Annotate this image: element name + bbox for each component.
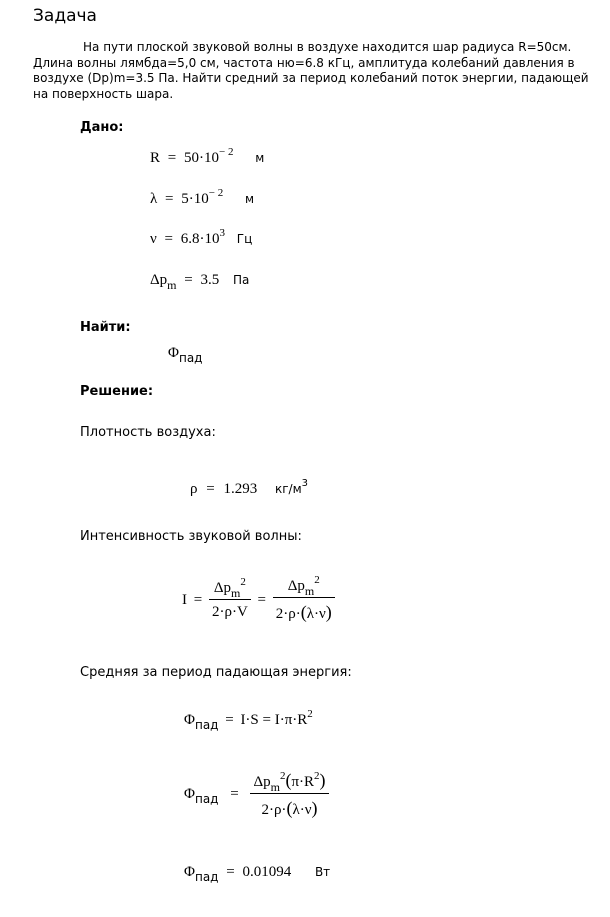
problem-line: На пути плоской звуковой волны в воздухе находится шар радиуса R=50см. bbox=[83, 40, 572, 54]
exponent: 2 bbox=[240, 576, 246, 588]
equals: = bbox=[226, 864, 235, 880]
problem-statement bbox=[33, 40, 603, 102]
intensity-label: Интенсивность звуковой волны: bbox=[80, 529, 302, 544]
problem-line: Длина волны лямбда=5,0 см, частота ню=6.8 кГц, амплитуда колебаний давления в bbox=[33, 55, 575, 70]
unit: м bbox=[255, 151, 265, 165]
unit-exponent: 3 bbox=[301, 478, 308, 489]
fraction bbox=[250, 770, 328, 819]
exponent: 2 bbox=[314, 770, 320, 782]
symbol: R bbox=[150, 150, 161, 166]
symbol: Φ bbox=[184, 712, 195, 728]
denominator-part: 2·ρ· bbox=[261, 802, 287, 818]
symbol: Δp bbox=[213, 580, 232, 596]
equals: = bbox=[184, 272, 193, 288]
numerator bbox=[273, 574, 335, 598]
energy-flux-formula-2 bbox=[184, 770, 329, 819]
equals: = bbox=[165, 191, 174, 207]
equals: = bbox=[167, 150, 177, 166]
exponent: − 2 bbox=[218, 146, 234, 158]
value: 1.293 bbox=[223, 481, 258, 497]
fraction bbox=[273, 574, 335, 623]
fraction bbox=[209, 576, 251, 621]
exponent: 2 bbox=[314, 574, 320, 586]
unit: Гц bbox=[236, 232, 253, 246]
lhs: I bbox=[182, 591, 187, 608]
equals: = bbox=[206, 481, 215, 497]
unit: Па bbox=[232, 273, 250, 287]
denominator bbox=[273, 597, 335, 623]
subscript: пад bbox=[194, 791, 219, 806]
exponent: 3 bbox=[219, 227, 226, 239]
denominator-part: λ·ν bbox=[292, 802, 312, 818]
energy-label: Средняя за период падающая энергия: bbox=[80, 665, 352, 680]
exponent: 2 bbox=[279, 770, 286, 782]
subscript: m bbox=[167, 278, 177, 292]
numerator bbox=[209, 576, 251, 600]
given-frequency-formula bbox=[150, 227, 253, 248]
unit: Вт bbox=[314, 865, 331, 879]
close-paren: ) bbox=[325, 602, 332, 622]
subscript: m bbox=[231, 586, 241, 600]
symbol: Δp bbox=[150, 272, 168, 288]
open-paren: ( bbox=[286, 798, 293, 818]
symbol: Δp bbox=[287, 578, 305, 594]
problem-line: на поверхность шара. bbox=[33, 86, 174, 101]
given-wavelength-formula bbox=[150, 187, 255, 208]
exponent: − 2 bbox=[208, 187, 224, 199]
symbol: Φ bbox=[184, 785, 195, 802]
energy-flux-formula-1 bbox=[184, 708, 313, 732]
open-paren: ( bbox=[285, 770, 292, 790]
given-heading: Дано: bbox=[80, 120, 124, 135]
subscript: пад bbox=[194, 718, 219, 732]
denominator bbox=[250, 793, 328, 819]
symbol: Δp bbox=[253, 774, 271, 790]
subscript: пад bbox=[178, 351, 203, 365]
symbol: Φ bbox=[184, 864, 195, 880]
page-title: Задача bbox=[33, 6, 97, 26]
symbol: ρ bbox=[190, 481, 198, 497]
value: 3.5 bbox=[200, 272, 220, 288]
subscript: m bbox=[304, 584, 315, 598]
problem-line: воздухе (Dp)m=3.5 Па. Найти средний за период колебаний поток энергии, падающей bbox=[33, 71, 589, 85]
mantissa: 5·10 bbox=[181, 191, 209, 207]
symbol: λ bbox=[150, 191, 158, 207]
expression: I·S = I·π·R bbox=[240, 712, 308, 728]
density-label: Плотность воздуха: bbox=[80, 425, 216, 440]
subscript: пад bbox=[194, 870, 219, 884]
close-paren: ) bbox=[311, 798, 318, 818]
subscript: m bbox=[270, 780, 280, 794]
unit: кг/м bbox=[274, 482, 302, 496]
find-heading: Найти: bbox=[80, 320, 131, 335]
close-paren: ) bbox=[319, 770, 326, 790]
equals: = bbox=[164, 231, 174, 247]
numerator bbox=[250, 770, 328, 793]
denominator-part: 2·ρ· bbox=[275, 606, 301, 622]
solution-heading: Решение: bbox=[80, 384, 154, 399]
value: 0.01094 bbox=[242, 864, 292, 880]
find-formula bbox=[168, 345, 203, 365]
open-paren: ( bbox=[300, 602, 307, 622]
denominator-part: λ·ν bbox=[306, 606, 326, 622]
mantissa: 50·10 bbox=[183, 150, 219, 166]
intensity-formula bbox=[182, 574, 335, 623]
exponent: 2 bbox=[307, 708, 313, 720]
symbol: ν bbox=[150, 231, 157, 247]
density-formula bbox=[190, 478, 308, 498]
symbol: Φ bbox=[168, 345, 179, 361]
equals: = bbox=[193, 591, 203, 608]
given-pressure-formula bbox=[150, 272, 250, 292]
given-radius-formula bbox=[150, 146, 265, 167]
energy-flux-result bbox=[184, 864, 331, 884]
unit: м bbox=[244, 192, 255, 206]
equals: = bbox=[225, 712, 234, 728]
equals: = bbox=[230, 785, 239, 802]
denominator: 2·ρ·V bbox=[209, 599, 251, 621]
inner-expression: π·R bbox=[291, 774, 315, 790]
mantissa: 6.8·10 bbox=[180, 231, 220, 247]
equals: = bbox=[257, 591, 266, 608]
